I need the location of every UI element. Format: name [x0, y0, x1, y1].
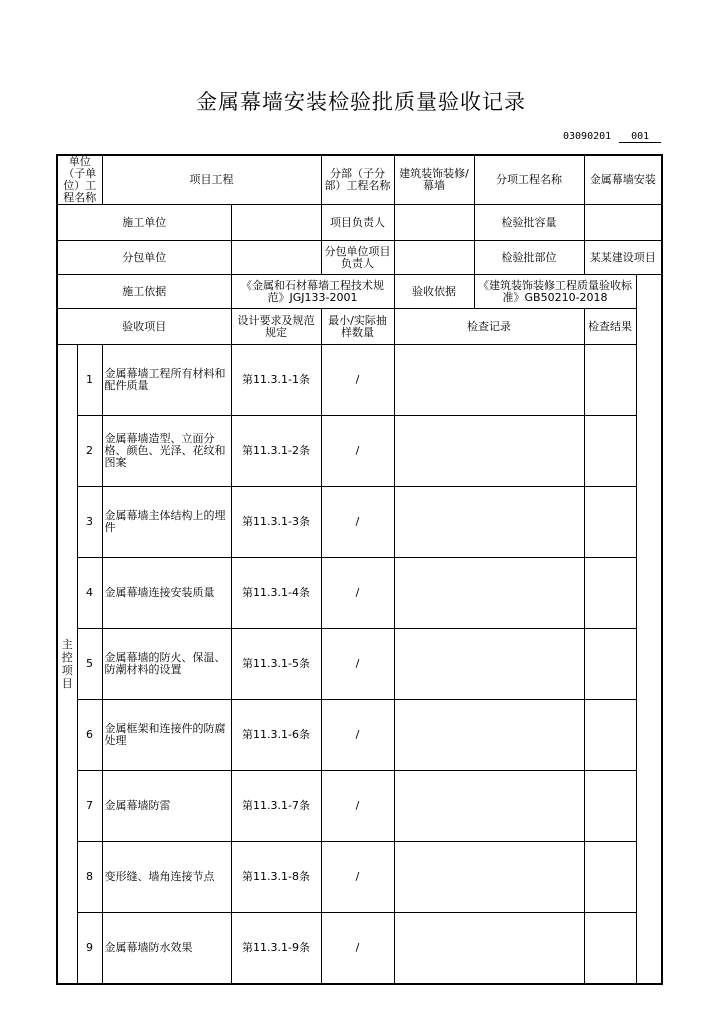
contractor-label: 施工单位 — [57, 205, 231, 241]
item-requirement: 第11.3.1-6条 — [231, 700, 321, 771]
inspection-record-table — [56, 154, 663, 985]
item-sample[interactable]: / — [321, 700, 394, 771]
basis-value[interactable]: 《金属和石材幕墙工程技术规范》JGJ133-2001 — [231, 275, 394, 309]
col-result: 检查结果 — [584, 309, 636, 345]
table-row — [57, 700, 662, 771]
header-row-subcontractor — [57, 241, 662, 275]
contractor-value[interactable] — [231, 205, 321, 241]
table-row — [57, 913, 662, 984]
item-requirement: 第11.3.1-7条 — [231, 771, 321, 842]
item-sample[interactable]: / — [321, 771, 394, 842]
item-result[interactable] — [584, 558, 636, 629]
table-row — [57, 416, 662, 487]
item-result[interactable] — [584, 700, 636, 771]
capacity-label: 检验批容量 — [474, 205, 584, 241]
item-record[interactable] — [394, 913, 584, 984]
item-requirement: 第11.3.1-4条 — [231, 558, 321, 629]
item-record[interactable] — [394, 629, 584, 700]
item-result[interactable] — [584, 487, 636, 558]
unit-label: 单位（子单位）工程名称 — [57, 155, 102, 205]
item-description: 金属框架和连接件的防腐处理 — [102, 700, 231, 771]
item-record[interactable] — [394, 416, 584, 487]
col-item: 验收项目 — [57, 309, 231, 345]
sub-pm-value[interactable] — [394, 241, 474, 275]
item-number: 4 — [77, 558, 102, 629]
item-record[interactable] — [394, 700, 584, 771]
item-sample[interactable]: / — [321, 345, 394, 416]
basis-label: 施工依据 — [57, 275, 231, 309]
col-requirement: 设计要求及规范规定 — [231, 309, 321, 345]
division-label: 分部（子分部）工程名称 — [321, 155, 394, 205]
document-code: 03090201 — [563, 131, 612, 142]
document-number — [563, 131, 661, 143]
item-requirement: 第11.3.1-9条 — [231, 913, 321, 984]
item-description: 金属幕墙造型、立面分格、颜色、光泽、花纹和图案 — [102, 416, 231, 487]
pm-label: 项目负责人 — [321, 205, 394, 241]
item-record[interactable] — [394, 842, 584, 913]
item-result[interactable] — [584, 842, 636, 913]
header-row-basis — [57, 275, 662, 309]
subcontractor-value[interactable] — [231, 241, 321, 275]
item-sample[interactable]: / — [321, 416, 394, 487]
item-result[interactable] — [584, 771, 636, 842]
header-row-unit — [57, 155, 662, 205]
col-sample: 最小/实际抽样数量 — [321, 309, 394, 345]
item-result[interactable] — [584, 913, 636, 984]
unit-value[interactable]: 项目工程 — [102, 155, 321, 205]
item-record[interactable] — [394, 345, 584, 416]
item-requirement: 第11.3.1-8条 — [231, 842, 321, 913]
item-number: 7 — [77, 771, 102, 842]
table-row — [57, 487, 662, 558]
column-header-row — [57, 309, 662, 345]
header-row-contractor — [57, 205, 662, 241]
section-label-text: 主 控 项 目 — [61, 637, 73, 690]
subcontractor-label: 分包单位 — [57, 241, 231, 275]
table-row — [57, 629, 662, 700]
item-record[interactable] — [394, 558, 584, 629]
col-record: 检查记录 — [394, 309, 584, 345]
item-requirement: 第11.3.1-2条 — [231, 416, 321, 487]
location-label: 检验批部位 — [474, 241, 584, 275]
item-result[interactable] — [584, 345, 636, 416]
acceptance-basis-value[interactable]: 《建筑装饰装修工程质量验收标准》GB50210-2018 — [474, 275, 636, 309]
location-value[interactable]: 某某建设项目 — [584, 241, 662, 275]
table-row — [57, 842, 662, 913]
item-number: 1 — [77, 345, 102, 416]
section-label-main-control — [57, 345, 77, 984]
item-description: 金属幕墙主体结构上的埋件 — [102, 487, 231, 558]
item-description: 金属幕墙工程所有材料和配件质量 — [102, 345, 231, 416]
item-description: 金属幕墙连接安装质量 — [102, 558, 231, 629]
subitem-label: 分项工程名称 — [474, 155, 584, 205]
table-row — [57, 771, 662, 842]
table-row — [57, 345, 662, 416]
item-number: 6 — [77, 700, 102, 771]
item-number: 5 — [77, 629, 102, 700]
division-value[interactable]: 建筑装饰装修/幕墙 — [394, 155, 474, 205]
item-number: 9 — [77, 913, 102, 984]
acceptance-basis-label: 验收依据 — [394, 275, 474, 309]
item-sample[interactable]: / — [321, 913, 394, 984]
item-requirement: 第11.3.1-3条 — [231, 487, 321, 558]
item-result[interactable] — [584, 629, 636, 700]
item-description: 金属幕墙防雷 — [102, 771, 231, 842]
item-requirement: 第11.3.1-1条 — [231, 345, 321, 416]
item-sample[interactable]: / — [321, 629, 394, 700]
item-sample[interactable]: / — [321, 842, 394, 913]
item-sample[interactable]: / — [321, 558, 394, 629]
item-number: 8 — [77, 842, 102, 913]
item-sample[interactable]: / — [321, 487, 394, 558]
item-description: 金属幕墙防水效果 — [102, 913, 231, 984]
item-requirement: 第11.3.1-5条 — [231, 629, 321, 700]
document-serial: 001 — [619, 131, 661, 143]
item-record[interactable] — [394, 771, 584, 842]
table-row — [57, 558, 662, 629]
capacity-value[interactable] — [584, 205, 662, 241]
item-description: 变形缝、墙角连接节点 — [102, 842, 231, 913]
item-number: 3 — [77, 487, 102, 558]
subitem-value[interactable]: 金属幕墙安装 — [584, 155, 662, 205]
item-description: 金属幕墙的防火、保温、防潮材料的设置 — [102, 629, 231, 700]
item-record[interactable] — [394, 487, 584, 558]
item-result[interactable] — [584, 416, 636, 487]
item-number: 2 — [77, 416, 102, 487]
pm-value[interactable] — [394, 205, 474, 241]
sub-pm-label: 分包单位项目负责人 — [321, 241, 394, 275]
document-title: 金属幕墙安装检验批质量验收记录 — [196, 90, 526, 114]
